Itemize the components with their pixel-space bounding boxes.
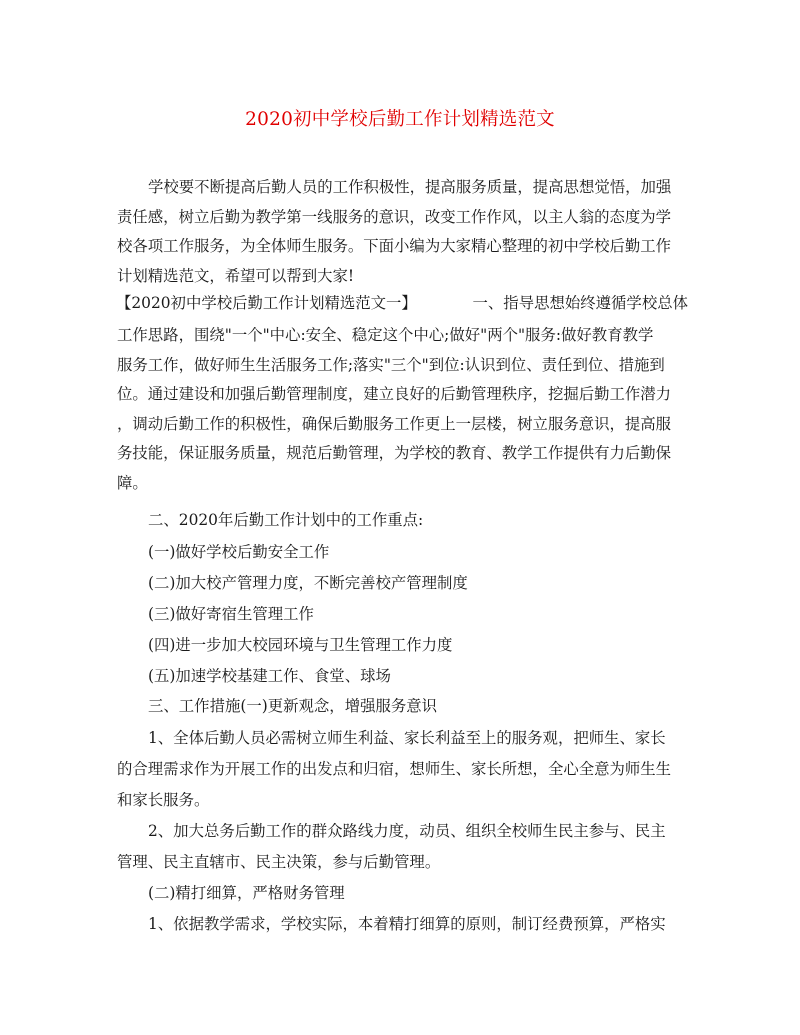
paragraph-line: (二)精打细算，严格财务管理 bbox=[148, 884, 345, 902]
paragraph-line: 位。通过建设和加强后勤管理制度，建立良好的后勤管理秩序，挖掘后勤工作潜力 bbox=[117, 385, 672, 403]
list-item: (三)做好寄宿生管理工作 bbox=[148, 605, 314, 623]
paragraph-line: 和家长服务。 bbox=[117, 791, 210, 809]
document-title: 2020初中学校后勤工作计划精选范文 bbox=[245, 109, 555, 130]
paragraph-line: 管理、民主直辖市、民主决策，参与后勤管理。 bbox=[117, 853, 441, 871]
paragraph-line: 计划精选范文，希望可以帮到大家! bbox=[117, 267, 355, 285]
paragraph-line: 服务工作，做好师生生活服务工作;落实"三个"到位:认识到位、责任到位、措施到 bbox=[117, 356, 665, 374]
paragraph-line: 责任感，树立后勤为教学第一线服务的意识，改变工作作风，以主人翁的态度为学 bbox=[117, 208, 672, 226]
section-heading-line bbox=[116, 292, 688, 314]
paragraph-line: 2、加大总务后勤工作的群众路线力度，动员、组织全校师生民主参与、民主 bbox=[148, 822, 666, 840]
list-item: (一)做好学校后勤安全工作 bbox=[148, 543, 330, 561]
paragraph-line: 1、全体后勤人员必需树立师生利益、家长利益至上的服务观，把师生、家长 bbox=[148, 729, 666, 747]
paragraph-line: 一、指导思想始终遵循学校总体 bbox=[472, 294, 688, 312]
paragraph-line: 二、2020年后勤工作计划中的工作重点: bbox=[148, 511, 424, 529]
paragraph-line: 三、工作措施(一)更新观念，增强服务意识 bbox=[148, 697, 438, 715]
list-item: (五)加速学校基建工作、食堂、球场 bbox=[148, 667, 391, 685]
paragraph-line: ，调动后勤工作的积极性，确保后勤服务工作更上一层楼，树立服务意识，提高服 bbox=[117, 415, 672, 433]
list-item: (四)进一步加大校园环境与卫生管理工作力度 bbox=[148, 636, 453, 654]
paragraph-line: 校各项工作服务，为全体师生服务。下面小编为大家精心整理的初中学校后勤工作 bbox=[117, 237, 672, 255]
paragraph-line: 1、依据教学需求，学校实际，本着精打细算的原则，制订经费预算，严格实 bbox=[148, 915, 666, 933]
paragraph-line: 务技能，保证服务质量，规范后勤管理，为学校的教育、教学工作提供有力后勤保 bbox=[117, 444, 672, 462]
list-item: (二)加大校产管理力度，不断完善校产管理制度 bbox=[148, 574, 468, 592]
paragraph-line: 学校要不断提高后勤人员的工作积极性，提高服务质量，提高思想觉悟，加强 bbox=[148, 178, 672, 196]
section-heading: 【2020初中学校后勤工作计划精选范文一】 bbox=[116, 294, 417, 312]
paragraph-line: 的合理需求作为开展工作的出发点和归宿，想师生、家长所想，全心全意为师生生 bbox=[117, 760, 672, 778]
paragraph-line: 障。 bbox=[117, 474, 148, 492]
paragraph-line: 工作思路，围绕"一个"中心:安全、稳定这个中心;做好"两个"服务:做好教育教学 bbox=[117, 326, 654, 344]
